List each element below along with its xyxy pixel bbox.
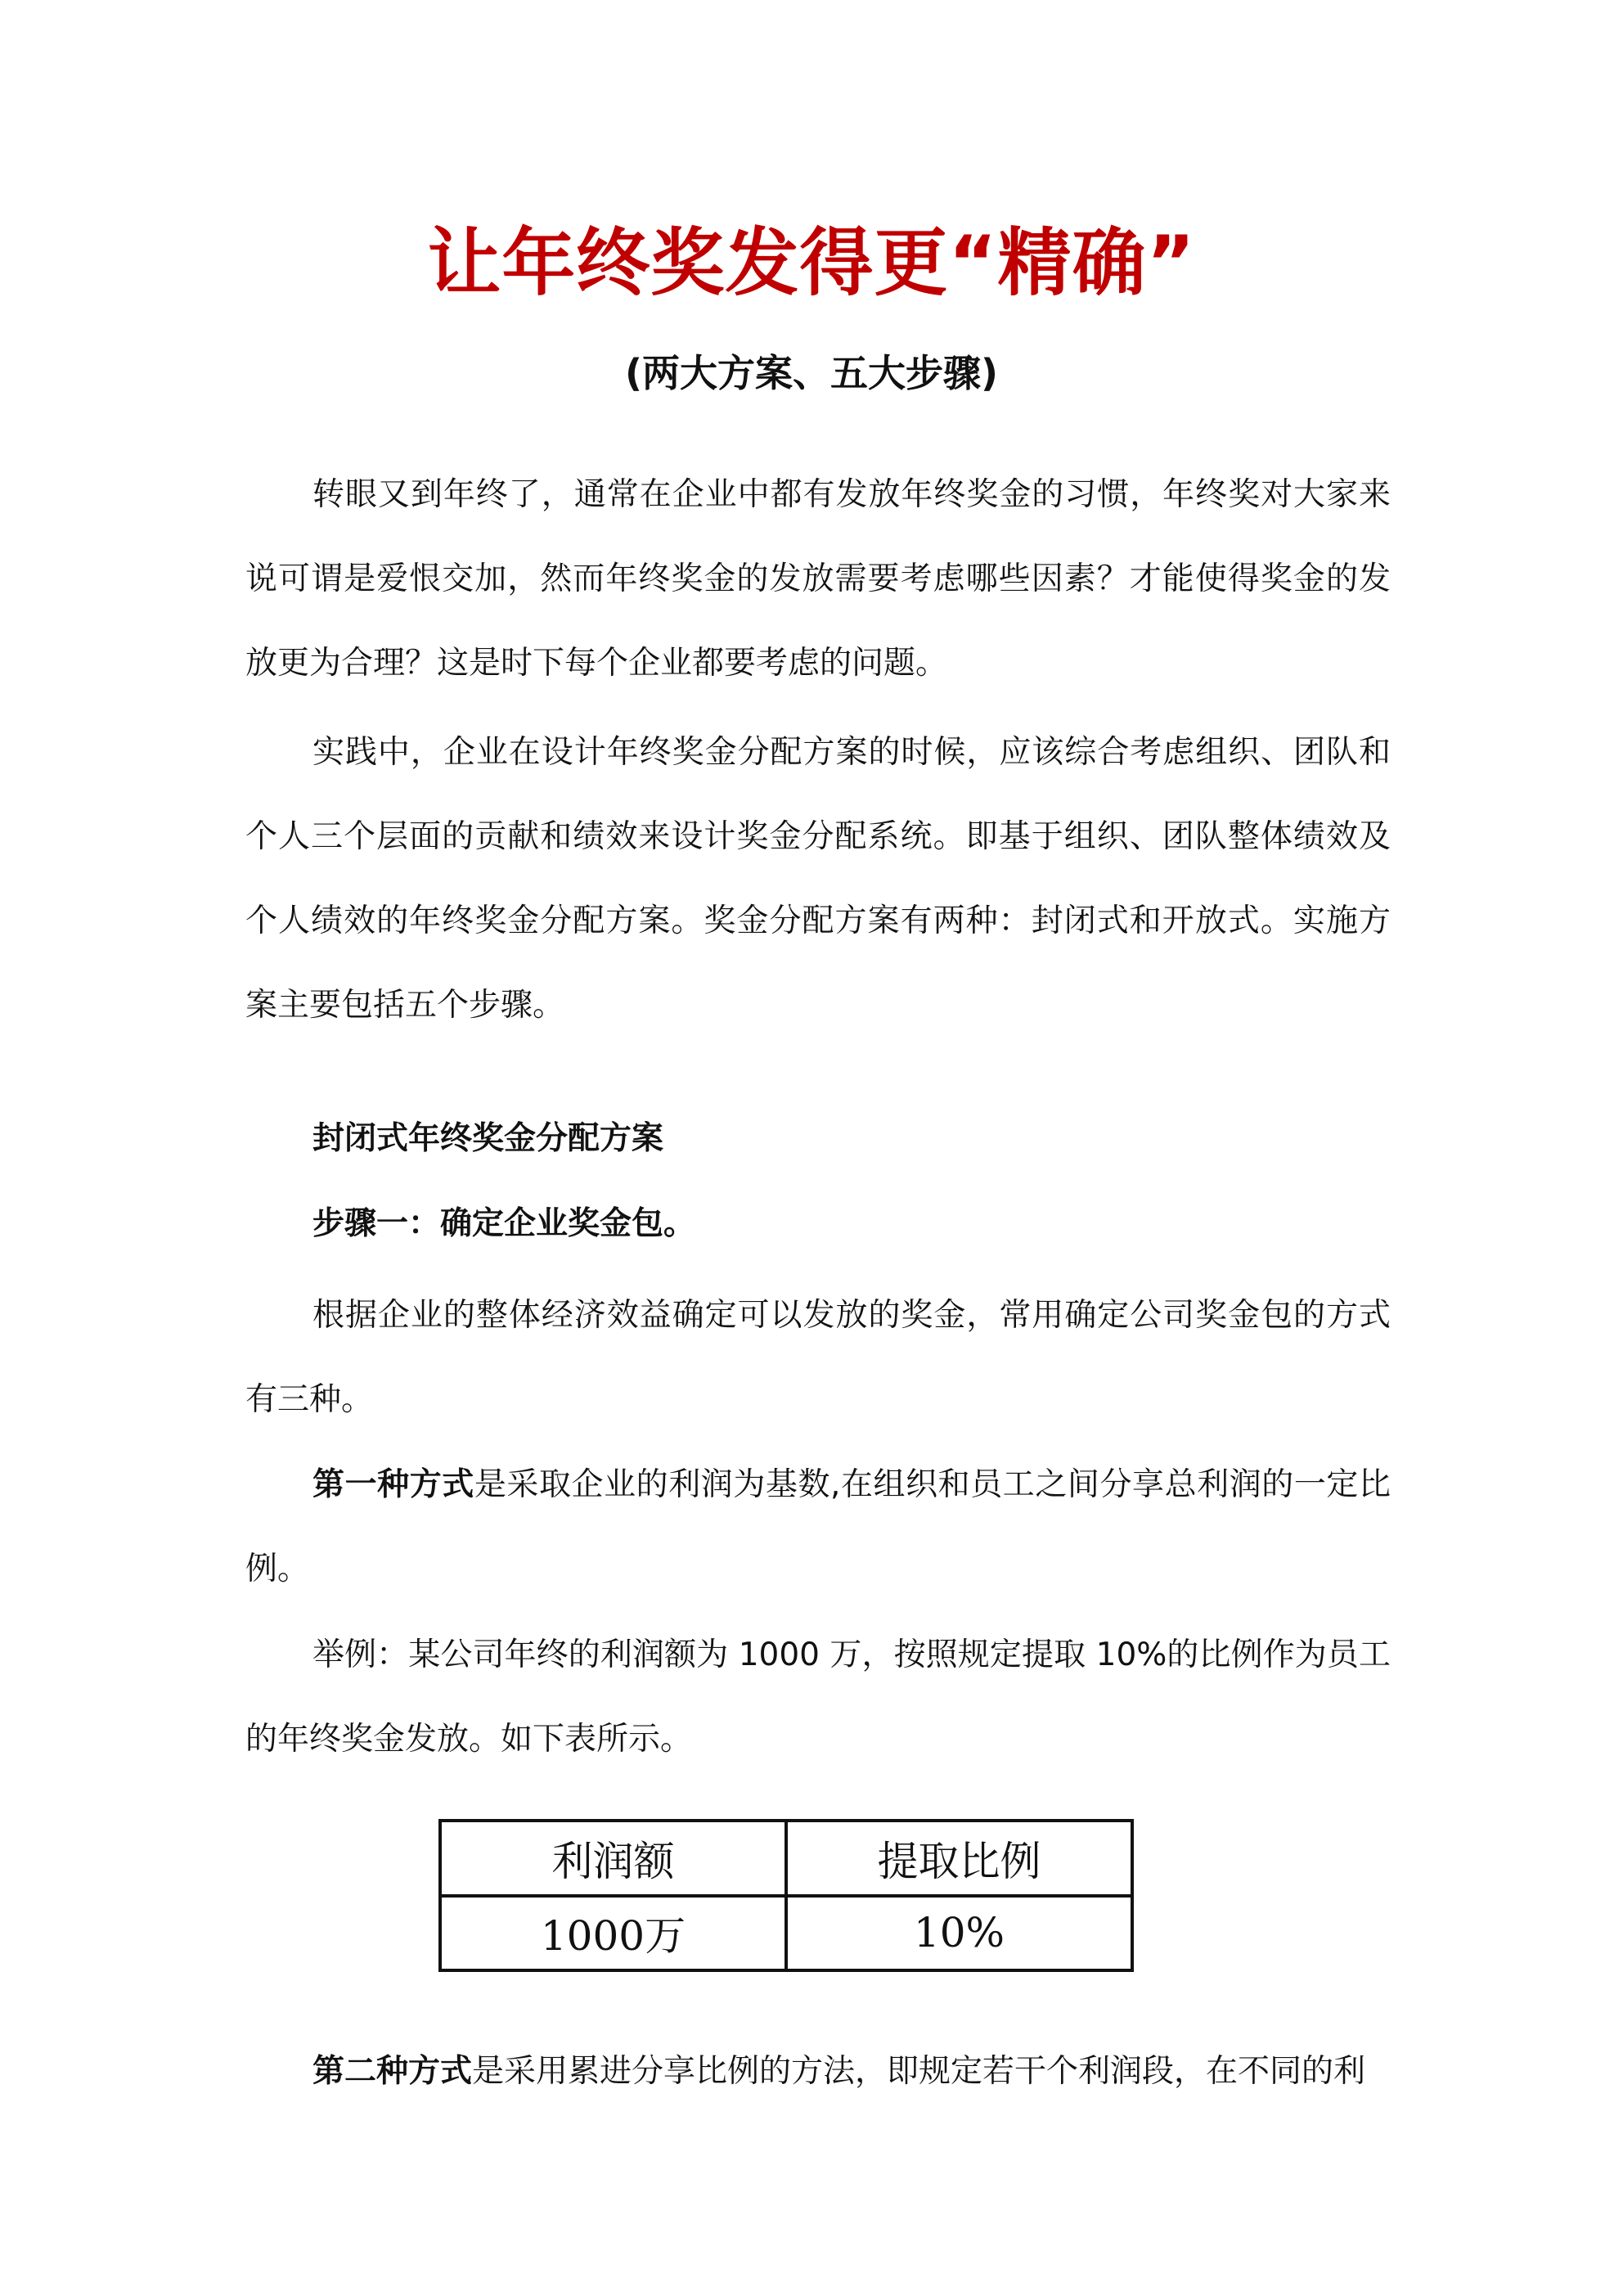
method-2-label: 第二种方式 <box>312 2053 473 2090</box>
document-title: 让年终奖发得更“精确” <box>427 220 1196 306</box>
document-subtitle: (两大方案、五大步骤) <box>624 351 999 395</box>
section-heading: 封闭式年终奖金分配方案 <box>312 1120 664 1157</box>
method-1-label: 第一种方式 <box>312 1466 474 1503</box>
table-header-ratio: 提取比例 <box>786 1821 1132 1896</box>
method-2-text: 是采用累进分享比例的方法，即规定若干个利润段，在不同的利 <box>472 2053 1366 2090</box>
example-paragraph: 举例：某公司年终的利润额为 1000 万，按照规定提取 10%的比例作为员工的年终奖金发放。如下表所示。 <box>245 1636 1391 1758</box>
table-header-profit: 利润额 <box>440 1821 786 1896</box>
profit-table <box>438 1819 1134 1972</box>
table-cell-profit: 1000万 <box>440 1896 786 1971</box>
method-2-paragraph <box>245 2029 1391 2114</box>
intro-paragraph-1: 转眼又到年终了，通常在企业中都有发放年终奖金的习惯，年终奖对大家来说可谓是爱恨交加，然而年终奖金的发放需要考虑哪些因素？才能使得奖金的发放更为合理？这是时下每个企业都要考虑的问题。 <box>245 476 1391 682</box>
intro-paragraph-2: 实践中，企业在设计年终奖金分配方案的时候，应该综合考虑组织、团队和个人三个层面的贡献和绩效来设计奖金分配系统。即基于组织、团队整体绩效及个人绩效的年终奖金分配方案。奖金分配方案有两种：封闭式和开放式。实施方案主要包括五个步骤。 <box>245 734 1391 1024</box>
table-cell-ratio: 10% <box>786 1896 1132 1971</box>
table-row <box>440 1896 1132 1971</box>
method-1-paragraph <box>245 1443 1391 1611</box>
step-paragraph: 根据企业的整体经济效益确定可以发放的奖金，常用确定公司奖金包的方式有三种。 <box>245 1297 1391 1418</box>
table-header-row <box>440 1821 1132 1896</box>
method-1-text: 是采取企业的利润为基数,在组织和员工之间分享总利润的一定比例。 <box>245 1466 1391 1587</box>
step-heading: 步骤一：确定企业奖金包。 <box>312 1205 696 1242</box>
